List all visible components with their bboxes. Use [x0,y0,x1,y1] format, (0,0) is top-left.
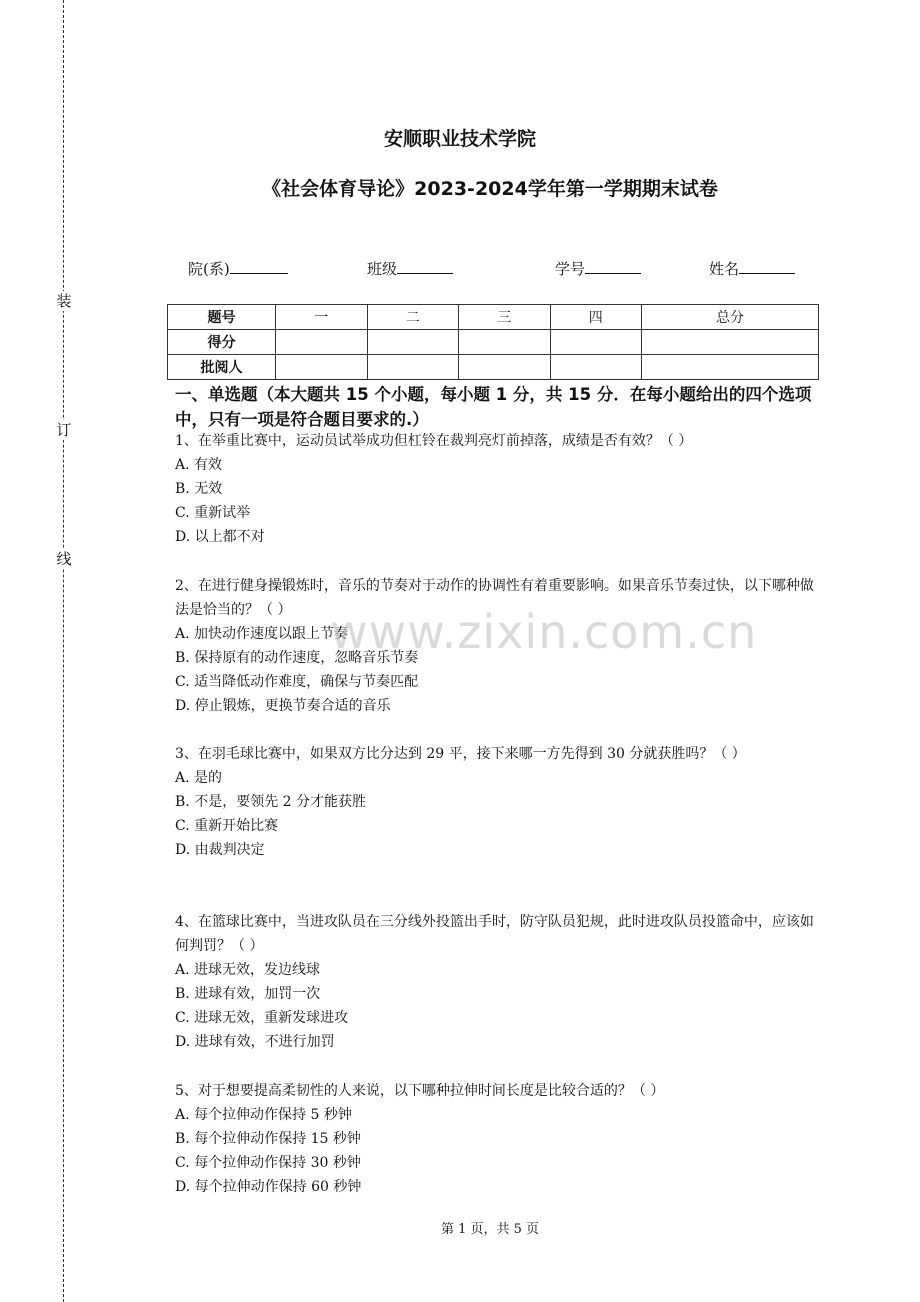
option-d[interactable]: D. 每个拉伸动作保持 60 秒钟 [175,1179,362,1195]
dept-label: 院(系) [188,260,230,278]
option-d[interactable]: D. 停止锻炼，更换节奏合适的音乐 [175,698,391,714]
dept-field[interactable] [188,258,288,279]
question-stem: 3、在羽毛球比赛中，如果双方比分达到 29 平，接下来哪一方先得到 30 分就获胜吗？（ ） [175,746,746,762]
option-d[interactable]: D. 进球有效，不进行加罚 [175,1034,335,1050]
option-d[interactable]: D. 以上都不对 [175,529,265,545]
option-a[interactable]: A. 是的 [175,770,223,786]
question-stem: 2、在进行健身操锻炼时，音乐的节奏对于动作的协调性有着重要影响。如果音乐节奏过快，以下哪种做法是恰当的？（ ） [175,578,814,618]
name-blank[interactable] [739,259,795,274]
option-a[interactable]: A. 每个拉伸动作保持 5 秒钟 [175,1107,352,1123]
score-column-header: 四 [550,305,642,330]
option-c[interactable]: C. 适当降低动作难度，确保与节奏匹配 [175,674,419,690]
id-field[interactable] [555,258,641,279]
score-column-header: 总分 [642,305,819,330]
grader-cell[interactable] [642,355,819,380]
grader-cell[interactable] [276,355,368,380]
watermark: www.zixin.com.cn [330,605,758,659]
dept-blank[interactable] [230,259,288,274]
class-blank[interactable] [397,259,453,274]
option-b[interactable]: B. 进球有效，加罚一次 [175,986,321,1002]
option-d[interactable]: D. 由裁判决定 [175,842,265,858]
score-table [167,304,819,380]
score-row-header: 题号 [168,305,276,330]
option-b[interactable]: B. 每个拉伸动作保持 15 秒钟 [175,1131,361,1147]
id-blank[interactable] [585,259,641,274]
section-title: 一、单选题（本大题共 15 个小题，每小题 1 分，共 15 分．在每小题给出的四个选项中，只有一项是符合题目要求的.） [175,385,812,429]
exam-title: 《社会体育导论》2023-2024学年第一学期期末试卷 [262,178,718,200]
name-field[interactable] [709,258,795,279]
score-table-row [168,330,819,355]
question-5 [175,1079,820,1199]
school-name: 安顺职业技术学院 [383,128,536,150]
score-column-header: 二 [367,305,459,330]
option-c[interactable]: C. 重新开始比赛 [175,818,279,834]
student-info-row [0,258,920,280]
score-row-header: 批阅人 [168,355,276,380]
question-3 [175,742,820,862]
score-row-header: 得分 [168,330,276,355]
option-c[interactable]: C. 重新试举 [175,505,251,521]
score-cell[interactable] [550,330,642,355]
class-label: 班级 [367,260,398,278]
question-stem: 4、在篮球比赛中，当进攻队员在三分线外投篮出手时，防守队员犯规，此时进攻队员投篮命中，应该如何判罚？（ ） [175,914,814,954]
question-stem: 1、在举重比赛中，运动员试举成功但杠铃在裁判亮灯前掉落，成绩是否有效？（ ） [175,433,693,449]
question-4 [175,910,820,1054]
option-a[interactable]: A. 有效 [175,457,223,473]
question-stem: 5、对于想要提高柔韧性的人来说，以下哪种拉伸时间长度是比较合适的？（ ） [175,1083,665,1099]
score-cell[interactable] [367,330,459,355]
score-column-header: 三 [459,305,551,330]
grader-cell[interactable] [550,355,642,380]
option-b[interactable]: B. 不是，要领先 2 分才能获胜 [175,794,366,810]
binding-char-zhuang: 装 [56,292,72,310]
option-c[interactable]: C. 每个拉伸动作保持 30 秒钟 [175,1155,361,1171]
option-b[interactable]: B. 无效 [175,481,223,497]
class-field[interactable] [367,258,453,279]
option-a[interactable]: A. 加快动作速度以跟上节奏 [175,626,349,642]
binding-char-xian: 线 [56,550,72,568]
id-label: 学号 [555,260,586,278]
grader-cell[interactable] [367,355,459,380]
score-cell[interactable] [276,330,368,355]
name-label: 姓名 [709,260,740,278]
score-table-row [168,355,819,380]
score-table-row [168,305,819,330]
score-column-header: 一 [276,305,368,330]
page-footer: 第 1 页，共 5 页 [440,1222,540,1237]
grader-cell[interactable] [459,355,551,380]
score-cell[interactable] [642,330,819,355]
score-cell[interactable] [459,330,551,355]
option-b[interactable]: B. 保持原有的动作速度，忽略音乐节奏 [175,650,419,666]
question-1 [175,429,820,549]
option-c[interactable]: C. 进球无效，重新发球进攻 [175,1010,349,1026]
binding-char-ding: 订 [56,421,72,439]
option-a[interactable]: A. 进球无效，发边线球 [175,962,321,978]
